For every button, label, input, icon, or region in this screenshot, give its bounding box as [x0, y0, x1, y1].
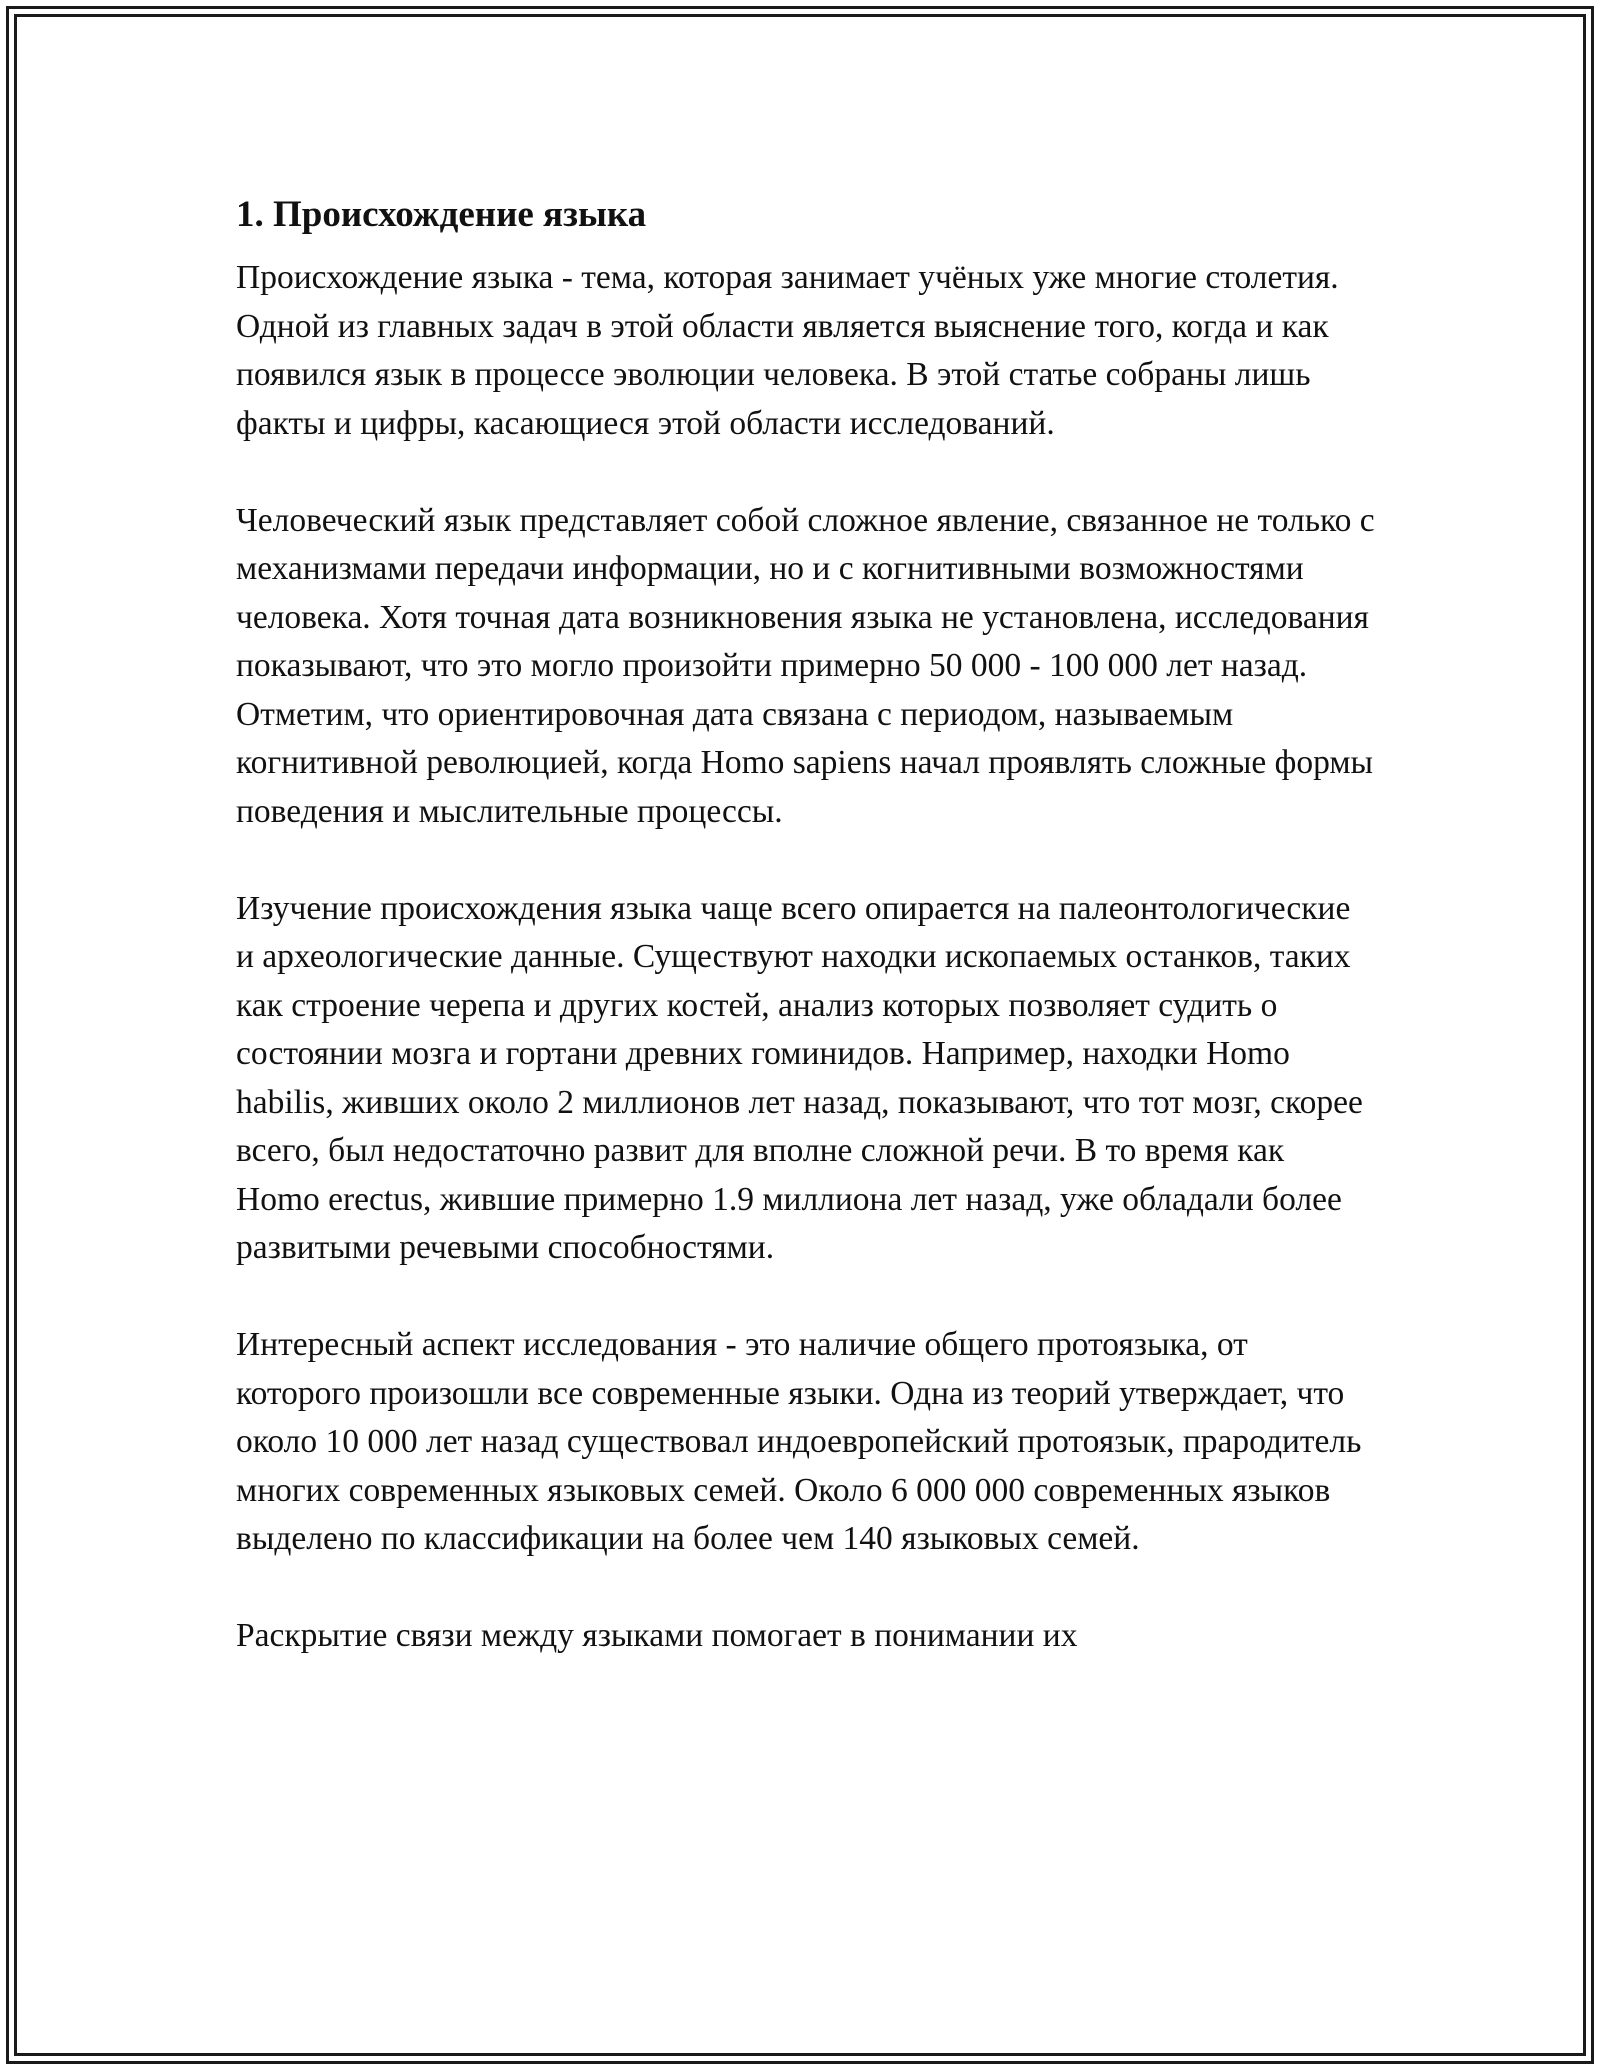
paragraph-intro: Происхождение языка - тема, которая занимает учёных уже многие столетия. Одной из главных задач в этой области является выяснение того, когда и как появился язык в процессе эволюции человека. В этой статье собраны лишь факты и цифры, касающиеся этой области исследований.	[236, 259, 1339, 442]
section-heading: 1. Происхождение языка	[236, 194, 647, 235]
document-body	[236, 186, 1376, 1709]
paragraph-protolanguage: Интересный аспект исследования - это наличие общего протоязыка, от которого произошли все современные языки. Одна из теорий утверждает, что около 10 000 лет назад существовал индоевропейский протоязык, прародитель многих современных языковых семей. Около 6 000 000 современных языков выделено по классификации на более чем 140 языковых семей.	[236, 1326, 1362, 1557]
paragraph-paleontology: Изучение происхождения языка чаще всего опирается на палеонтологические и археологические данные. Существуют находки ископаемых останков, таких как строение черепа и других костей, анализ которых позволяет судить о состоянии мозга и гортани древних гоминидов. Например, находки Homo habilis, живших около 2 миллионов лет назад, показывают, что тот мозг, скорее всего, был недостаточно развит для вполне сложной речи. В то время как Homo erectus, жившие примерно 1.9 миллиона лет назад, уже обладали более развитыми речевыми способностями.	[236, 889, 1363, 1266]
paragraph-language-relations: Раскрытие связи между языками помогает в понимании их	[236, 1617, 1078, 1654]
paragraph-human-language: Человеческий язык представляет собой сложное явление, связанное не только с механизмами передачи информации, но и с когнитивными возможностями человека. Хотя точная дата возникновения языка не установлена, исследования показывают, что это могло произойти примерно 50 000 - 100 000 лет назад. Отметим, что ориентировочная дата связана с периодом, называемым когнитивной революцией, когда Homo sapiens начал проявлять сложные формы поведения и мыслительные процессы.	[236, 501, 1375, 830]
